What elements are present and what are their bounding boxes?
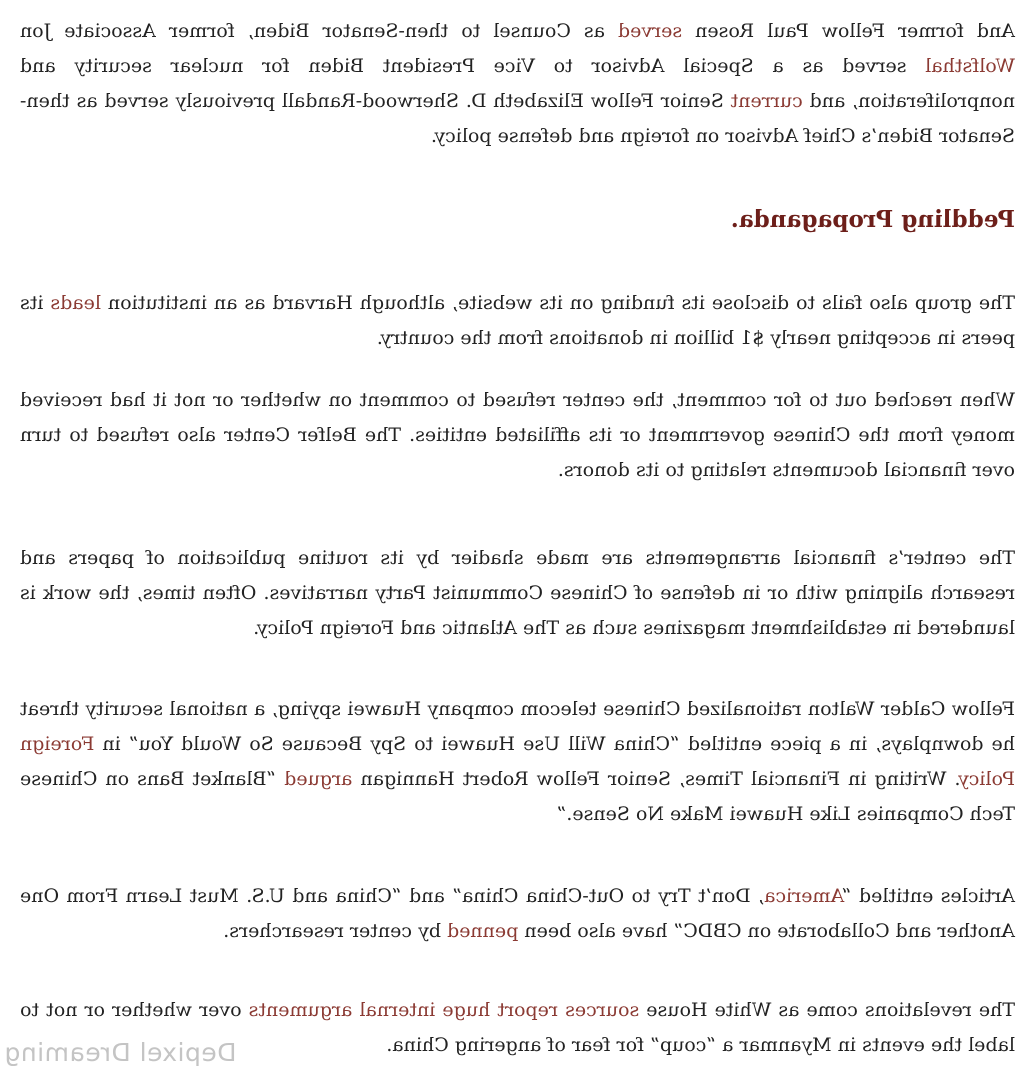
paragraph-text: The center’s financial arrangements are made shadier by its routine publication of papers and research aligning with or in defense of Chinese Communist Party narratives. Often times, the work is laundered in establishment magazines such as The Atlantic and Foreign Policy. <box>20 547 1015 639</box>
paragraph-comment-refusal <box>20 383 1015 488</box>
inline-link[interactable]: penned <box>447 920 519 942</box>
paragraph-biden-ties <box>20 14 1015 154</box>
paragraph-text: by center researchers. <box>223 920 448 942</box>
paragraph-text: , Don’t Try to Out-China China” and “China and U.S. Must Learn From One Another and Collaborate on CBDC” have also been <box>20 885 1015 942</box>
paragraph-text: . Writing in Financial Times, Senior Fellow Robert Hannigan <box>352 768 961 790</box>
paragraph-text: When reached out to for comment, the center refused to comment on whether or not it had received money from the Chinese government or its affiliated entities. The Belfer Center also refused to turn over financial documents relating to its donors. <box>20 389 1015 481</box>
paragraph-huawei-pieces <box>20 692 1015 832</box>
paragraph-text: Senior Fellow Elizabeth D. Sherwood-Randall previously served as then-Senator Biden’s Chief Advisor on foreign and defense policy. <box>19 90 1015 147</box>
inline-link[interactable]: Wolfsthal <box>925 55 1015 77</box>
paragraph-text: Fellow Calder Walton rationalized Chinese telecom company Huawei spying, a national security threat he downplays, in a piece entitled “China Will Use Huawei to Spy Because So Would You” in <box>20 698 1015 755</box>
inline-link[interactable]: served <box>617 20 683 42</box>
inline-link[interactable]: leads <box>50 292 101 314</box>
inline-link[interactable]: Foreign Policy <box>20 733 1015 790</box>
inline-link[interactable]: America <box>764 885 845 907</box>
paragraph-articles <box>20 879 1015 949</box>
paragraph-financial-arrangements <box>20 541 1015 646</box>
paragraph-text: The revelations come as White House <box>639 999 1015 1021</box>
paragraph-text: Articles entitled “ <box>844 885 1015 907</box>
inline-link[interactable]: current <box>730 90 803 112</box>
paragraph-funding-disclosure <box>20 286 1015 356</box>
inline-link[interactable]: sources report huge internal arguments <box>248 999 640 1021</box>
paragraph-text: “Blanket Bans on Chinese Tech Companies Like Huawei Make No Sense.” <box>20 768 1015 825</box>
paragraph-text: The group also fails to disclose its funding on its website, although Harvard as an institution <box>100 292 1015 314</box>
paragraph-text: over whether or not to label the events in Myanmar a “coup” for fear of angering China. <box>19 999 1015 1056</box>
paragraph-text: its peers in accepting nearly $1 billion in donations from the country. <box>20 292 1015 349</box>
paragraph-text: served as a Special Advisor to Vice President Biden for nuclear security and nonproliferation, and <box>20 55 1015 112</box>
section-heading: Peddling Propaganda. <box>730 206 1015 233</box>
watermark: Depixel Dreaming <box>4 1038 237 1067</box>
inline-link[interactable]: argued <box>284 768 353 790</box>
paragraph-text: as Counsel to then-Senator Biden, former Associate Jon <box>20 20 618 42</box>
paragraph-text: And former Fellow Paul Rosen <box>682 20 1015 42</box>
